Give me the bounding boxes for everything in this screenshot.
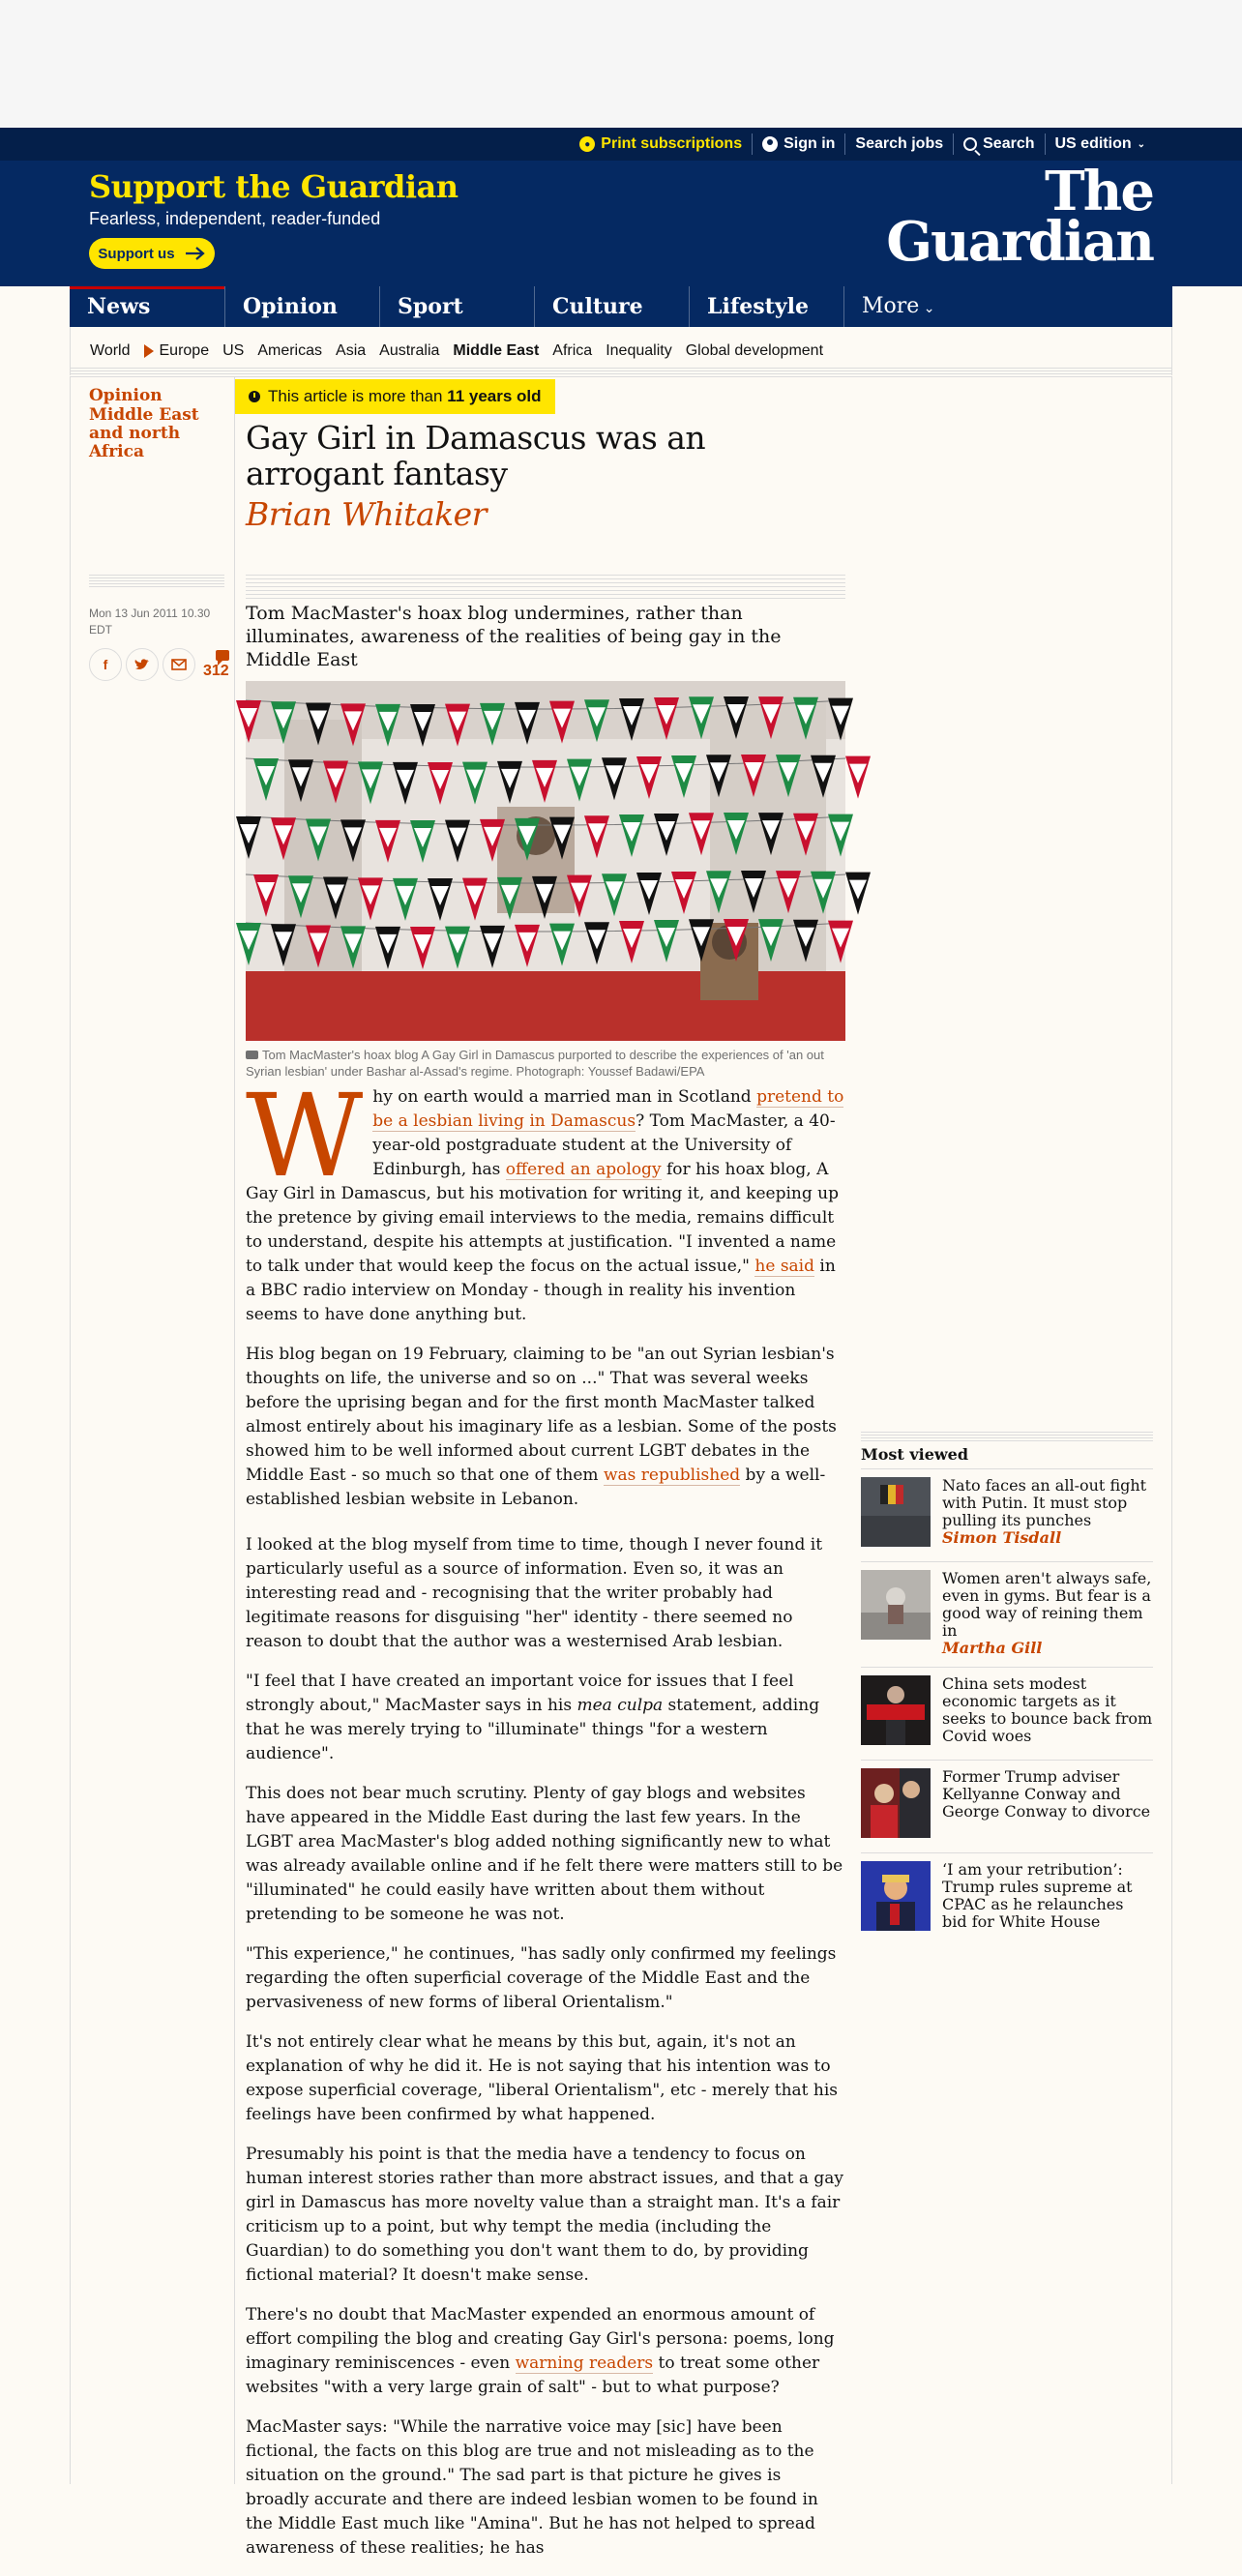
nav-news-label: News [87, 294, 151, 319]
subnav-europe[interactable]: Europe [159, 342, 210, 359]
email-share-button[interactable] [163, 648, 195, 681]
paragraph: I looked at the blog myself from time to time, though I never found it particularly useful as a source of information. Even so, it was an interesting read and - recognising that the writer probably had legitimate reasons for disguising "her" identity - there seemed no reason to doubt that the author was a westernised Arab lesbian. [246, 1535, 823, 1651]
support-title: Support the Guardian [89, 168, 458, 205]
age-warning [235, 379, 555, 414]
link-was-republished[interactable]: was republished [603, 1466, 741, 1485]
print-icon: ● [579, 136, 595, 152]
support-us-button[interactable] [89, 238, 215, 269]
comment-icon [216, 650, 229, 661]
text: for his hoax blog, A Gay Girl in Damascus, but his motivation for writing it, and keeping up the pretence by giving email interviews to the media, remains difficult to understand, despite his attempts at justification. "I invented a name to talk under that would keep the focus on the actual issue," [246, 1160, 839, 1276]
caption-text: Tom MacMaster's hoax blog A Gay Girl in Damascus purported to describe the experiences of 'an out Syrian lesbian' under Bashar al-Assad's regime. Photograph: Youssef Badawi/EPA [246, 1048, 824, 1079]
facebook-icon: f [103, 657, 108, 672]
search-label: Search [983, 135, 1035, 152]
text: His blog began on 19 February, claiming to be "an out Syrian lesbian's thoughts on life, the universe and so on ..." That was several weeks before the uprising began and for the first month MacMaster talked almost entirely about his imaginary life as a lesbian. Some of the posts showed him to be well informed about current LGBT debates in the Middle East - so much so that one of them [246, 1345, 837, 1485]
divider [246, 575, 845, 602]
text: by a well-established lesbian website in Lebanon. [246, 1466, 826, 1509]
nav-culture-label: Culture [552, 294, 643, 319]
email-icon [171, 659, 187, 670]
guardian-logo[interactable] [863, 160, 1153, 274]
facebook-share-button[interactable] [89, 648, 122, 681]
article-image[interactable] [246, 681, 845, 1041]
search-jobs-label: Search jobs [855, 135, 944, 152]
link-he-said[interactable]: he said [754, 1257, 814, 1276]
subnav-world[interactable]: World [90, 342, 131, 359]
support-us-label: Support us [98, 245, 175, 262]
edition-dropdown[interactable] [1045, 133, 1156, 155]
thumbnail-image [861, 1570, 931, 1640]
most-viewed-headline: China sets modest economic targets as it seeks to bounce back from Covid woes [942, 1674, 1153, 1745]
subnav-middle-east[interactable]: Middle East [453, 342, 540, 359]
subnav-inequality[interactable]: Inequality [606, 342, 672, 359]
most-viewed-item[interactable] [861, 1667, 1153, 1760]
most-viewed-title: Most viewed [861, 1445, 969, 1464]
divider [1171, 377, 1172, 2484]
thumbnail-image [861, 1861, 931, 1931]
age-warning-prefix: This article is more than [268, 387, 448, 405]
comments-link[interactable] [203, 650, 229, 680]
logo-line-1: The [1044, 160, 1153, 223]
paragraph [246, 1670, 845, 1766]
pillar-nav [70, 286, 1172, 327]
text: to treat some other websites "with a very large grain of salt" - but to what purpose? [246, 2354, 820, 2397]
subnav-us[interactable]: US [222, 342, 245, 359]
headline: Gay Girl in Damascus was an arrogant fantasy [246, 419, 706, 492]
thumbnail-image [861, 1675, 931, 1745]
most-viewed-item[interactable] [861, 1468, 1153, 1561]
nav-culture[interactable] [534, 286, 689, 327]
most-viewed-item[interactable] [861, 1760, 1153, 1852]
subsection-label[interactable]: Middle East and north Africa [89, 405, 199, 461]
paragraph [246, 2303, 845, 2400]
paragraph: This does not bear much scrutiny. Plenty of gay blogs and websites have appeared in the Middle East during the last few years. In the LGBT area MacMaster's blog added nothing significantly new to what was already available online and if he felt there were matters still to be "illuminated" he could easily have written about them without pretending to be someone he was not. [246, 1784, 843, 1924]
link-pretend-lesbian[interactable]: pretend to be a lesbian living in Damascus [372, 1087, 844, 1131]
nav-opinion[interactable] [224, 286, 379, 327]
twitter-share-button[interactable] [126, 648, 159, 681]
edition-label: US edition [1054, 135, 1132, 152]
text: "I feel that I have created an important voice for issues that I feel strongly about," MacMaster says in his [246, 1672, 794, 1715]
text: mea culpa [577, 1696, 664, 1715]
nav-lifestyle[interactable] [689, 286, 843, 327]
dateline: Mon 13 Jun 2011 10.30 EDT [89, 607, 211, 637]
paragraph: MacMaster says: "While the narrative voice may [sic] have been fictional, the facts on this blog are true and not misleading as to the situation on the ground." The sad part is that picture he gives is broadly accurate and there are indeed lesbian women to be found in the Middle East much like "Amina". But he has not helped to spread awareness of these realities; he has [246, 2417, 818, 2558]
paragraph [246, 1343, 845, 1512]
advertisement-slot [0, 0, 1242, 128]
search-jobs-link[interactable] [844, 133, 953, 155]
most-viewed-headline: Women aren't always safe, even in gyms. But fear is a good way of reining them in [942, 1569, 1152, 1640]
nav-more[interactable] [843, 286, 998, 327]
standfirst: Tom MacMaster's hoax blog undermines, rather than illuminates, awareness of the realities of being gay in the Middle East [246, 603, 782, 670]
most-viewed-item[interactable] [861, 1561, 1153, 1667]
nav-sport[interactable] [379, 286, 534, 327]
search-icon [963, 137, 977, 151]
most-viewed-list [861, 1468, 1153, 1945]
divider [70, 377, 71, 2484]
paragraph: It's not entirely clear what he means by this but, again, it's not an explanation of why he did it. He is not saying that his intention was to expose superficial coverage, "liberal Orientalism", etc - merely that his feelings have been confirmed by what happened. [246, 2032, 838, 2124]
triangle-right-icon [144, 344, 154, 358]
link-warning-readers[interactable]: warning readers [515, 2354, 654, 2373]
comment-count: 312 [203, 662, 229, 679]
most-viewed-headline: ‘I am your retribution’: Trump rules supreme at CPAC as he relaunches bid for White House [942, 1860, 1133, 1931]
text: hy on earth would a married man in Scotland [372, 1087, 757, 1107]
text: statement, adding that he was merely trying to "illuminate" things "for a western audience". [246, 1696, 820, 1763]
print-subscriptions-link[interactable] [570, 133, 752, 155]
drop-cap: W [246, 1069, 364, 1202]
most-viewed-headline: Nato faces an all-out fight with Putin. It must stop pulling its punches [942, 1476, 1147, 1529]
subnav-global-development[interactable]: Global development [685, 342, 824, 359]
top-bar [0, 128, 1242, 161]
nav-opinion-label: Opinion [243, 294, 338, 319]
paragraph [246, 1069, 845, 1327]
twitter-icon [134, 658, 150, 671]
masthead [0, 161, 1242, 286]
search-link[interactable] [953, 133, 1044, 155]
section-label[interactable]: Opinion [89, 386, 163, 405]
text: in a BBC radio interview on Monday - though in reality his invention seems to have done anything but. [246, 1257, 836, 1324]
most-viewed-headline: Former Trump adviser Kellyanne Conway and George Conway to divorce [942, 1767, 1151, 1821]
article-body [246, 1069, 845, 2576]
support-subtitle: Fearless, independent, reader-funded [89, 209, 381, 228]
logo-line-2: Guardian [886, 210, 1153, 274]
nav-more-label: More [862, 294, 920, 318]
link-offered-apology[interactable]: offered an apology [505, 1160, 662, 1179]
chevron-down-icon: ⌄ [1137, 138, 1145, 150]
arrow-right-icon [185, 247, 206, 260]
paragraph: "This experience," he continues, "has sadly only confirmed my feelings regarding the often superficial coverage of the Middle East and the pervasiveness of new forms of liberal Orientalism." [246, 1944, 837, 2012]
sign-in-label: Sign in [784, 135, 836, 152]
share-row [89, 648, 229, 681]
text: There's no doubt that MacMaster expended an enormous amount of effort compiling the blog and creating Gay Girl's persona: poems, long imaginary reminiscences - even [246, 2305, 835, 2373]
camera-icon [246, 1051, 258, 1059]
thumbnail-image [861, 1768, 931, 1838]
nav-sport-label: Sport [398, 294, 463, 319]
subnav-americas[interactable]: Americas [257, 342, 323, 359]
paragraph: Presumably his point is that the media have a tendency to focus on human interest stories rather than more abstract issues, and that a gay girl in Damascus has more novelty value than a straight man. It's a fair criticism up to a point, but why tempt the media (including the Guardian) to do something you don't want them to do, by providing fictional material? It doesn't make sense. [246, 2145, 844, 2285]
thumbnail-image [861, 1477, 931, 1547]
bunting-photo [246, 681, 845, 1041]
most-viewed-item[interactable] [861, 1852, 1153, 1945]
divider [861, 1432, 1153, 1443]
nav-news[interactable] [70, 286, 224, 327]
subnav-asia[interactable]: Asia [336, 342, 367, 359]
chevron-down-icon: ⌄ [919, 301, 935, 316]
print-subscriptions-label: Print subscriptions [601, 135, 743, 152]
account-icon [762, 136, 778, 152]
divider [234, 377, 235, 2484]
clock-icon [249, 391, 260, 402]
byline[interactable]: Brian Whitaker [246, 495, 487, 533]
nav-lifestyle-label: Lifestyle [707, 294, 809, 319]
text: ? Tom MacMaster, a 40-year-old postgraduate student at the University of Edinburgh, has [372, 1111, 836, 1179]
subnav-africa[interactable]: Africa [552, 342, 593, 359]
most-viewed-author: Simon Tisdall [942, 1528, 1062, 1547]
most-viewed-author: Martha Gill [942, 1639, 1043, 1657]
divider [89, 575, 224, 588]
age-warning-bold: 11 years old [447, 387, 542, 405]
subnav-australia[interactable]: Australia [379, 342, 440, 359]
sign-in-link[interactable] [752, 133, 844, 155]
divider [70, 368, 1172, 377]
